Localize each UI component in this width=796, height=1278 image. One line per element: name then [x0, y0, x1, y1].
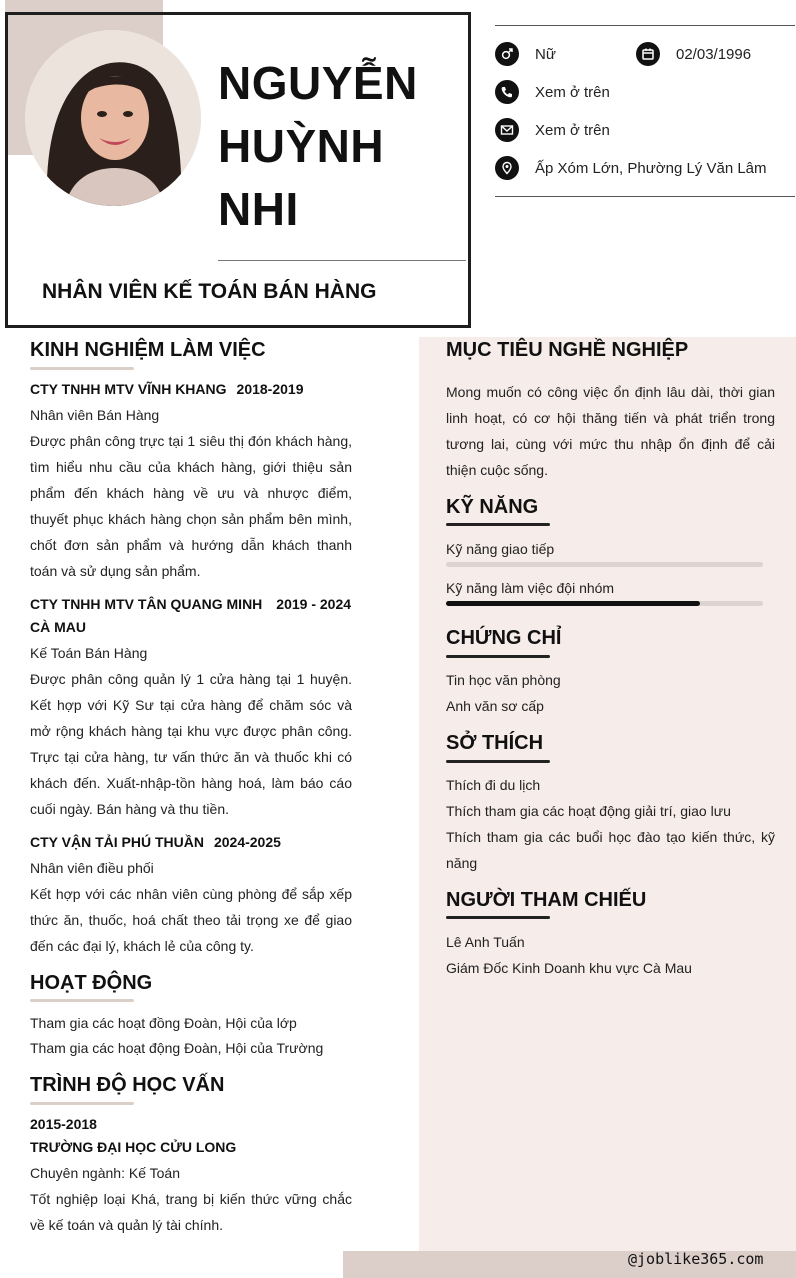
company-name: CTY VẬN TẢI PHÚ THUẦN	[30, 834, 204, 850]
hobbies-underline	[446, 760, 550, 763]
job-company	[30, 834, 281, 850]
gender-value: Nữ	[535, 45, 556, 63]
job-company	[30, 596, 351, 612]
contact-top-divider	[495, 25, 795, 26]
footer-website[interactable]: @joblike365.com	[628, 1250, 764, 1268]
skills-title: KỸ NĂNG	[446, 496, 539, 518]
name-line: HUỲNH	[218, 120, 385, 172]
certificates-underline	[446, 655, 550, 658]
hobbies-title: SỞ THÍCH	[446, 732, 544, 754]
job-years: 2018-2019	[236, 381, 304, 397]
skill-label: Kỹ năng giao tiếp	[446, 541, 555, 557]
education-description: Tốt nghiệp loại Khá, trang bị kiến thức vững chắc về kế toán và quản lý tài chính.	[30, 1191, 352, 1233]
hobby-item: Thích đi du lịch	[446, 777, 541, 793]
job-description: Kết hợp với các nhân viên cùng phòng để sắp xếp thức ăn, thuốc, hoá chất theo tải trọng xe để giao đến các đại lý, khách lẻ của công ty.	[30, 886, 352, 954]
company-name-continued: CÀ MAU	[30, 619, 86, 635]
job-role: Nhân viên điều phối	[30, 860, 154, 876]
reference-name: Lê Anh Tuấn	[446, 934, 525, 950]
activities-underline	[30, 999, 134, 1002]
job-years: 2024-2025	[213, 834, 281, 850]
candidate-name	[218, 52, 458, 241]
skill-bar	[446, 562, 763, 567]
contact-bottom-divider	[495, 196, 795, 197]
activity-item: Tham gia các hoạt đồng Đoàn, Hội của lớp	[30, 1015, 297, 1031]
name-line: NHI	[218, 183, 299, 235]
job-description: Được phân công trực tại 1 siêu thị đón khách hàng, tìm hiểu nhu cầu của khách hàng, giới thiệu sản phẩm đến khách hàng về ưu và nhược điểm, thuyết phục khách hàng chọn sản phẩm bên mình, chốt đơn sản phẩm và hướng dẫn khách thanh toán và sử dụng sản phẩm.	[30, 433, 352, 579]
contact-phone	[495, 80, 610, 104]
job-company	[30, 381, 303, 397]
education-underline	[30, 1102, 134, 1105]
contact-email	[495, 118, 610, 142]
skill-label: Kỹ năng làm việc đội nhóm	[446, 580, 615, 596]
email-icon	[495, 118, 519, 142]
company-name: CTY TNHH MTV VĨNH KHANG	[30, 381, 227, 397]
contact-birthday	[636, 42, 751, 66]
education-school: TRƯỜNG ĐẠI HỌC CỬU LONG	[30, 1139, 237, 1155]
reference-position: Giám Đốc Kinh Doanh khu vực Cà Mau	[446, 960, 692, 976]
experience-underline	[30, 367, 134, 370]
phone-value[interactable]: Xem ở trên	[535, 83, 610, 101]
hobby-item: Thích tham gia các buổi học đào tạo kiến thức, kỹ năng	[446, 829, 775, 871]
experience-title: KINH NGHIỆM LÀM VIỆC	[30, 339, 266, 361]
name-line: NGUYỄN	[218, 57, 418, 109]
birthday-value: 02/03/1996	[676, 45, 752, 63]
company-name: CTY TNHH MTV TÂN QUANG MINH	[30, 596, 263, 612]
contact-address	[495, 156, 767, 180]
skill-bar-fill	[446, 601, 700, 606]
hobby-item: Thích tham gia các hoạt động giải trí, giao lưu	[446, 803, 731, 819]
avatar-photo-icon	[25, 30, 201, 206]
job-role: Kế Toán Bán Hàng	[30, 645, 148, 661]
education-years: 2015-2018	[30, 1116, 97, 1132]
phone-icon	[495, 80, 519, 104]
avatar	[25, 30, 201, 206]
gender-icon	[495, 42, 519, 66]
skill-bar	[446, 601, 763, 606]
activity-item: Tham gia các hoạt động Đoàn, Hội của Trường	[30, 1040, 324, 1056]
references-underline	[446, 916, 550, 919]
certificate-item: Anh văn sơ cấp	[446, 698, 544, 714]
objective-text: Mong muốn có công việc ổn định lâu dài, thời gian linh hoạt, có cơ hội thăng tiến và phát triển trong tương lai, cùng với mức thu nhập ổn định để cải thiện cuộc sống.	[446, 384, 775, 478]
name-divider	[218, 260, 466, 261]
activities-title: HOẠT ĐỘNG	[30, 972, 153, 994]
email-value[interactable]: Xem ở trên	[535, 121, 610, 139]
references-title: NGƯỜI THAM CHIẾU	[446, 889, 647, 911]
contact-gender	[495, 42, 556, 66]
certificates-title: CHỨNG CHỈ	[446, 627, 562, 649]
job-title: NHÂN VIÊN KẾ TOÁN BÁN HÀNG	[42, 280, 377, 303]
job-role: Nhân viên Bán Hàng	[30, 407, 160, 423]
job-years: 2019 - 2024	[276, 596, 352, 612]
job-description: Được phân công quản lý 1 cửa hàng tại 1 huyện. Kết hợp với Kỹ Sư tại cửa hàng để chăm sóc và mở rộng khách hàng tại khu vực được phân công. Trực tại cửa hàng, tư vấn thức ăn và thuốc khi có khách đến. Xuất-nhập-tồn hàng hoá, làm báo cáo cuối ngày. Bán hàng và thu tiền.	[30, 671, 352, 817]
location-icon	[495, 156, 519, 180]
skills-underline	[446, 523, 550, 526]
education-major: Chuyên ngành: Kế Toán	[30, 1165, 180, 1181]
calendar-icon	[636, 42, 660, 66]
education-title: TRÌNH ĐỘ HỌC VẤN	[30, 1074, 225, 1096]
address-value: Ấp Xóm Lớn, Phường Lý Văn Lâm	[535, 159, 767, 177]
certificate-item: Tin học văn phòng	[446, 672, 561, 688]
objective-title: MỤC TIÊU NGHỀ NGHIỆP	[446, 339, 689, 361]
